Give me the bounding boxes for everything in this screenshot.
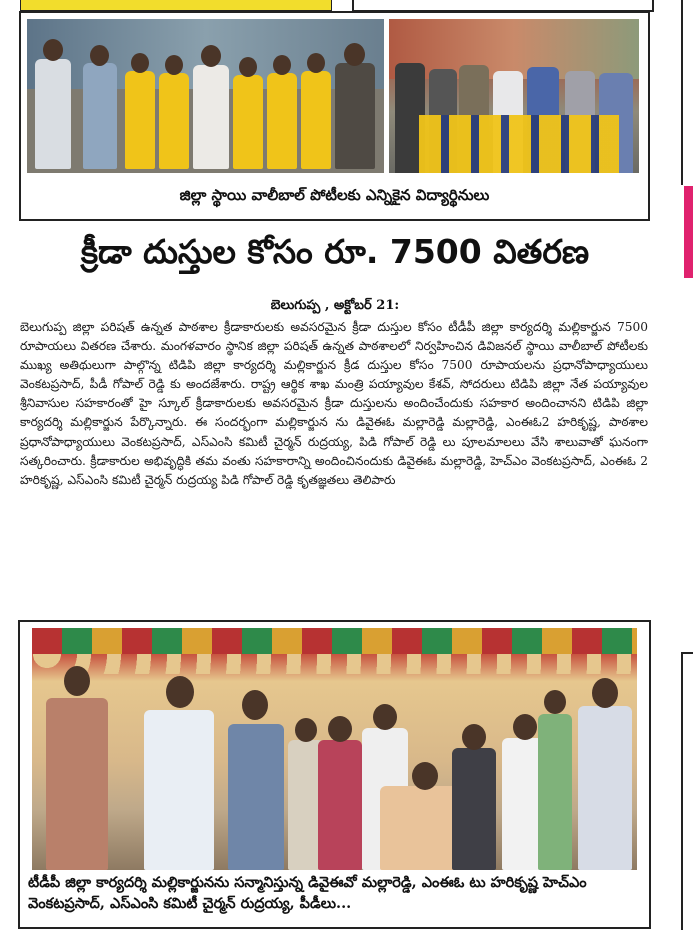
- bottom-photo-box: [18, 620, 651, 929]
- top-photo-caption: జిల్లా స్థాయి వాలీబాల్ పోటీలకు ఎన్నికైన విద్యార్థినులు: [179, 186, 490, 204]
- article-dateline: బెలుగుప్ప , అక్టోబర్ 21:: [270, 298, 400, 313]
- felicitation-photo: [32, 628, 637, 870]
- bottom-photo-caption: టీడీపీ జిల్లా కార్యదర్శి మల్లికార్జునను సన్మానిస్తున్న డివైఈవో మల్లారెడ్డి, ఎంఈఓ టు హరికృష్ణ హెచ్ఎం వెంకటప్రసాద్, ఎస్ఎంసి కమిటీ చైర్మన్ రుద్రయ్య, పీడీలు...: [28, 874, 587, 912]
- top-yellow-banner-edge: [20, 0, 332, 11]
- right-column-frame: [681, 652, 693, 930]
- right-pink-tag: [684, 186, 693, 278]
- top-photo-box: [19, 11, 650, 221]
- article-headline: క్రీడా దుస్తుల కోసం రూ. 7500 వితరణ: [80, 232, 590, 271]
- right-column-divider: [681, 0, 683, 185]
- students-team-photo: [27, 19, 384, 173]
- students-group-photo: [389, 19, 639, 173]
- article-body: బెలుగుప్ప జిల్లా పరిషత్ ఉన్నత పాఠశాల క్రీడాకారులకు అవసరమైన క్రీడా దుస్తుల కోసం టీడీపీ జిల్లా కార్యదర్శి మల్లికార్జున 7500 రూపాయలు వితరణ చేశారు. మంగళవారం స్థానిక జిల్లా పరిషత్ ఉన్నత పాఠశాలలో నిర్వహించిన డివిజనల్ స్థాయి వాలీబాల్ పోటీలకు ముఖ్య అతిథులుగా పాల్గొన్న టిడిపి జిల్లా కార్యదర్శి మల్లికార్జున క్రీడ దుస్తుల కోసం 7500 రూపాయలను ప్రధానోపాధ్యాయులు వెంకటప్రసాద్, పీడీ గోపాల్ రెడ్డి కు అందజేశారు. రాష్ట్ర ఆర్థిక శాఖ మంత్రి పయ్యావుల కేశవ్, సోదరులు టిడిపి జిల్లా నేత పయ్యావుల శ్రీనివాసుల సహకారంతో హై స్కూల్ క్రీడాకారులకు అవసరమైన క్రీడా దుస్తులను అందించేందుకు సహకార అందించానని టిడిపి జిల్లా కార్యదర్శి మల్లికార్జున పేర్కొన్నారు. ఈ సందర్భంగా మల్లికార్జున ను డివైఈఓ మల్లారెడ్డి మల్లారెడ్డి, ఎంఈఓ2 హరికృష్ణ, పాఠశాల ప్రధానోపాధ్యాయులు వెంకటప్రసాద్, ఎస్ఎంసి కమిటీ చైర్మన్ రుద్రయ్య, పిడి గోపాల్ రెడ్డి లు పూలమాలలు వేసి శాలువాతో ఘనంగా సత్కరించారు. క్రీడాకారుల అభివృద్ధికి తమ వంతు సహకారాన్ని అందించినందుకు డివైఈఓ మల్లారెడ్డి, హెచ్ఎం వెంకటప్రసాద్, ఎంఈఓ 2 హరికృష్ణ, ఎస్ఎంసి కమిటీ చైర్మన్ రుద్రయ్య పిడి గోపాల్ రెడ్డి కృతజ్ఞతలు తెలిపారు: [20, 320, 648, 487]
